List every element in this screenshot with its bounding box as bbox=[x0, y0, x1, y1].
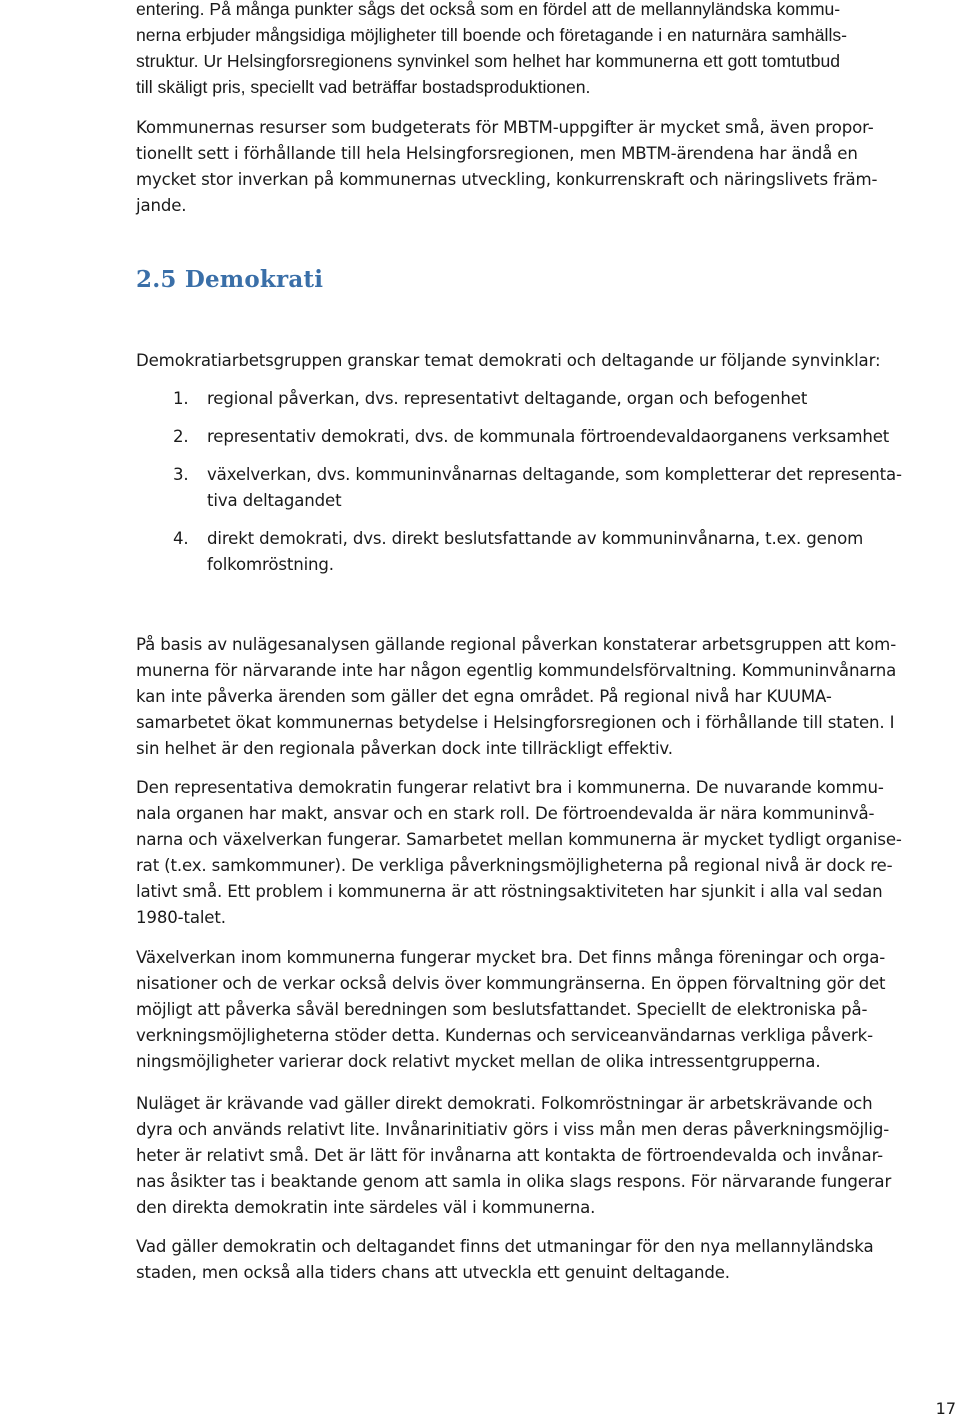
representative-democracy-paragraph bbox=[136, 775, 902, 931]
text-line: Kommunernas resurser som budgeterats för MBTM-uppgifter är mycket små, även propor- bbox=[136, 118, 874, 137]
text-line: På basis av nulägesanalysen gällande regional påverkan konstaterar arbetsgruppen att kom- bbox=[136, 635, 897, 654]
text-line: heter är relativt små. Det är lätt för invånarna att kontakta de förtroendevalda och invånar- bbox=[136, 1146, 884, 1165]
top-paragraph bbox=[136, 0, 847, 100]
text-line: nas åsikter tas i beaktande genom att samla in olika slags respons. För närvarande fungerar bbox=[136, 1172, 892, 1191]
list-number: 4. bbox=[173, 529, 189, 548]
text-line: entering. På många punkter sågs det också som en fördel att de mellannyländska kommu- bbox=[136, 0, 841, 19]
resources-paragraph bbox=[136, 115, 877, 219]
section-intro: Demokratiarbetsgruppen granskar temat demokrati och deltagande ur följande synvinklar: bbox=[136, 351, 881, 370]
list-item bbox=[136, 462, 902, 514]
text-line: sin helhet är den regionala påverkan dock inte tillräckligt effektiv. bbox=[136, 739, 673, 758]
text-line: Växelverkan inom kommunerna fungerar mycket bra. Det finns många föreningar och orga- bbox=[136, 948, 886, 967]
text-line: ningsmöjligheter varierar dock relativt mycket mellan de olika intressentgrupperna. bbox=[136, 1052, 821, 1071]
text-line: 1980-talet. bbox=[136, 908, 226, 927]
list-item bbox=[136, 424, 902, 450]
list-item-text: direkt demokrati, dvs. direkt beslutsfattande av kommuninvånarna, t.ex. genom bbox=[207, 529, 864, 548]
conclusion-paragraph bbox=[136, 1234, 873, 1286]
perspective-list bbox=[136, 386, 902, 590]
text-line: staden, men också alla tiders chans att utveckla ett genuint deltagande. bbox=[136, 1263, 730, 1282]
text-line: möjligt att påverka såväl beredningen som beslutsfattandet. Speciellt de elektroniska på- bbox=[136, 1000, 868, 1019]
list-item-text: folkomröstning. bbox=[207, 555, 334, 574]
text-line: munerna för närvarande inte har någon egentlig kommundelsförvaltning. Kommuninvånarna bbox=[136, 661, 897, 680]
interaction-paragraph bbox=[136, 945, 885, 1075]
text-line: till skäligt pris, speciellt vad beträffar bostadsproduktionen. bbox=[136, 77, 591, 97]
list-number: 1. bbox=[173, 389, 189, 408]
text-line: tionellt sett i förhållande till hela Helsingforsregionen, men MBTM-ärendena har ändå en bbox=[136, 144, 858, 163]
text-line: kan inte påverka ärenden som gäller det egna området. På regional nivå har KUUMA- bbox=[136, 687, 832, 706]
list-item-text: växelverkan, dvs. kommuninvånarnas deltagande, som kompletterar det representa- bbox=[207, 465, 902, 484]
text-line: Vad gäller demokratin och deltagandet finns det utmaningar för den nya mellannyländska bbox=[136, 1237, 874, 1256]
list-item bbox=[136, 526, 902, 578]
section-heading: 2.5 Demokrati bbox=[136, 266, 324, 293]
text-line: lativt små. Ett problem i kommunerna är att röstningsaktiviteten har sjunkit i alla val sedan bbox=[136, 882, 883, 901]
text-line: mycket stor inverkan på kommunernas utveckling, konkurrenskraft och näringslivets främ- bbox=[136, 170, 878, 189]
direct-democracy-paragraph bbox=[136, 1091, 891, 1221]
text-line: dyra och används relativt lite. Invånarinitiativ görs i viss mån men deras påverkningsmöjlig- bbox=[136, 1120, 890, 1139]
list-item-text: representativ demokrati, dvs. de kommunala förtroendevaldaorganens verksamhet bbox=[207, 427, 890, 446]
text-line: nisationer och de verkar också delvis över kommungränserna. En öppen förvaltning gör det bbox=[136, 974, 886, 993]
text-line: struktur. Ur Helsingforsregionens synvinkel som helhet har kommunerna ett gott tomtutbud bbox=[136, 51, 841, 71]
text-line: narna och växelverkan fungerar. Samarbetet mellan kommunerna är mycket tydligt organise- bbox=[136, 830, 902, 849]
text-line: samarbetet ökat kommunernas betydelse i Helsingforsregionen och i förhållande till staten. I bbox=[136, 713, 895, 732]
text-line: rat (t.ex. samkommuner). De verkliga påverkningsmöjligheterna på regional nivå är dock re- bbox=[136, 856, 893, 875]
text-line: den direkta demokratin inte särdeles väl i kommunerna. bbox=[136, 1198, 596, 1217]
page-number: 17 bbox=[935, 1399, 956, 1418]
text-line: Den representativa demokratin fungerar relativt bra i kommunerna. De nuvarande kommu- bbox=[136, 778, 884, 797]
text-line: jande. bbox=[136, 196, 187, 215]
text-line: Nuläget är krävande vad gäller direkt demokrati. Folkomröstningar är arbetskrävande och bbox=[136, 1094, 873, 1113]
text-line: verkningsmöjligheterna stöder detta. Kundernas och serviceanvändarnas verkliga påverk- bbox=[136, 1026, 873, 1045]
list-number: 3. bbox=[173, 465, 189, 484]
text-line: nerna erbjuder mångsidiga möjligheter till boende och företagande i en naturnära samhälls- bbox=[136, 25, 848, 45]
list-item-text: regional påverkan, dvs. representativt deltagande, organ och befogenhet bbox=[207, 389, 808, 408]
regional-influence-paragraph bbox=[136, 632, 896, 762]
list-item-text: tiva deltagandet bbox=[207, 491, 342, 510]
text-line: nala organen har makt, ansvar och en stark roll. De förtroendevalda är nära kommuninvå- bbox=[136, 804, 875, 823]
list-item bbox=[136, 386, 902, 412]
list-number: 2. bbox=[173, 427, 189, 446]
